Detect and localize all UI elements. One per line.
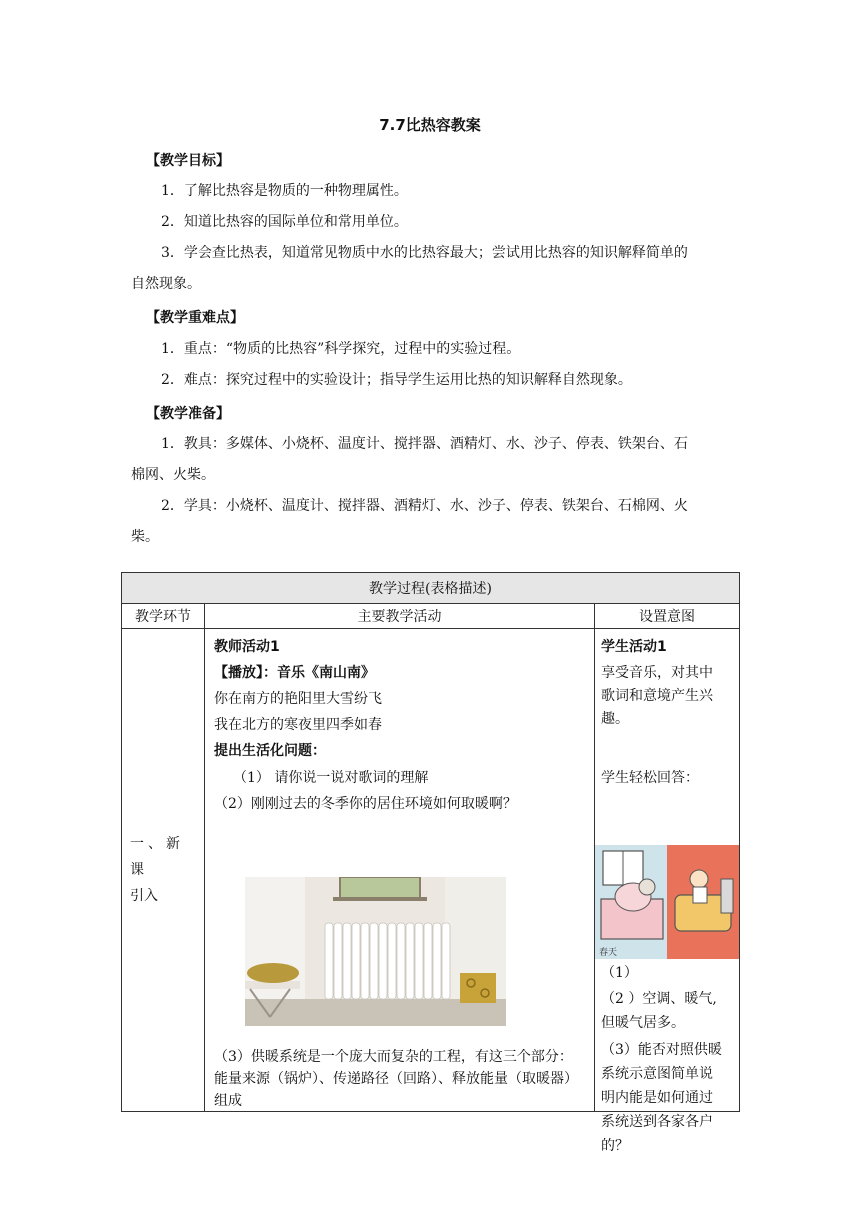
prep-item-2-cont: 柴。 [131,529,159,545]
goals-heading: 【教学目标】 [146,153,230,169]
stage-cell [122,629,205,1112]
intent-line-4: 学生轻松回答： [601,770,699,786]
keypoint-item-1: 1．重点：“物质的比热容”科学探究，过程中的实验过程。 [161,341,521,357]
radiator-photo [245,877,506,1026]
question-3-line-2: 能量来源（锅炉）、传递路径（回路）、释放能量（取暖器） [214,1071,578,1087]
goal-item-2: 2．知道比热容的国际单位和常用单位。 [161,214,408,230]
stage-line-1: 一、新课 [130,836,184,878]
answer-1: （1） [601,965,638,981]
play-label: 【播放】：音乐《南山南》 [214,665,375,681]
header-activity: 主要教学活动 [205,604,595,629]
prep-item-1: 1．教具：多媒体、小烧杯、温度计、搅拌器、酒精灯、水、沙子、停表、铁架台、石 [161,436,688,452]
intent-line-3: 趣。 [601,711,629,727]
lyric-line-1: 你在南方的艳阳里大雪纷飞 [214,691,382,707]
question-3-line-1: （3）供暖系统是一个庞大而复杂的工程，有这三个部分： [214,1049,573,1065]
goal-item-3-cont: 自然现象。 [131,276,201,292]
question-1: （1） 请你说一说对歌词的理解 [233,770,429,786]
goal-item-3: 3．学会查比热表，知道常见物质中水的比热容最大；尝试用比热容的知识解释简单的 [161,245,688,261]
question-3-line-3: 组成 [214,1093,242,1109]
answer-3-line-1: （3）能否对照供暖 [601,1042,722,1058]
question-title: 提出生活化问题： [214,743,326,759]
intent-line-1: 享受音乐，对其中 [601,665,713,681]
keypoints-heading: 【教学重难点】 [146,310,244,326]
prep-item-2: 2．学具：小烧杯、温度计、搅拌器、酒精灯、水、沙子、停表、铁架台、石棉网、火 [161,498,688,514]
header-stage: 教学环节 [122,604,205,629]
answer-3-line-2: 系统示意图简单说 [601,1066,713,1082]
winter-heating-cartoon [595,845,739,959]
answer-3-line-4: 系统送到各家各户 [601,1114,713,1130]
header-intent: 设置意图 [595,604,740,629]
intent-line-2: 歌词和意境产生兴 [601,688,713,704]
prep-heading: 【教学准备】 [146,406,230,422]
document-title: 7.7比热容教案 [379,116,481,134]
teaching-process-table [121,572,740,1154]
answer-3-line-3: 明内能是如何通过 [601,1090,713,1106]
cartoon-caption: 春天 [599,948,618,958]
keypoint-item-2: 2．难点：探究过程中的实验设计；指导学生运用比热的知识解释自然现象。 [161,372,632,388]
activity-cell [205,629,595,1112]
question-2: （2）刚刚过去的冬季你的居住环境如何取暖啊？ [214,796,517,812]
answer-3-line-5: 的？ [601,1138,629,1154]
prep-item-1-cont: 棉网、火柴。 [131,467,215,483]
intent-cell [595,629,740,1154]
table-caption: 教学过程(表格描述) [122,573,740,604]
answer-2-line-1: （2 ）空调、暖气, [601,991,717,1007]
lyric-line-2: 我在北方的寒夜里四季如春 [214,717,382,733]
teacher-activity-title: 教师活动1 [214,639,280,655]
stage-line-2: 引入 [130,888,158,904]
answer-2-line-2: 但暖气居多。 [601,1015,685,1031]
goal-item-1: 1．了解比热容是物质的一种物理属性。 [161,183,408,199]
student-activity-title: 学生活动1 [601,639,667,655]
